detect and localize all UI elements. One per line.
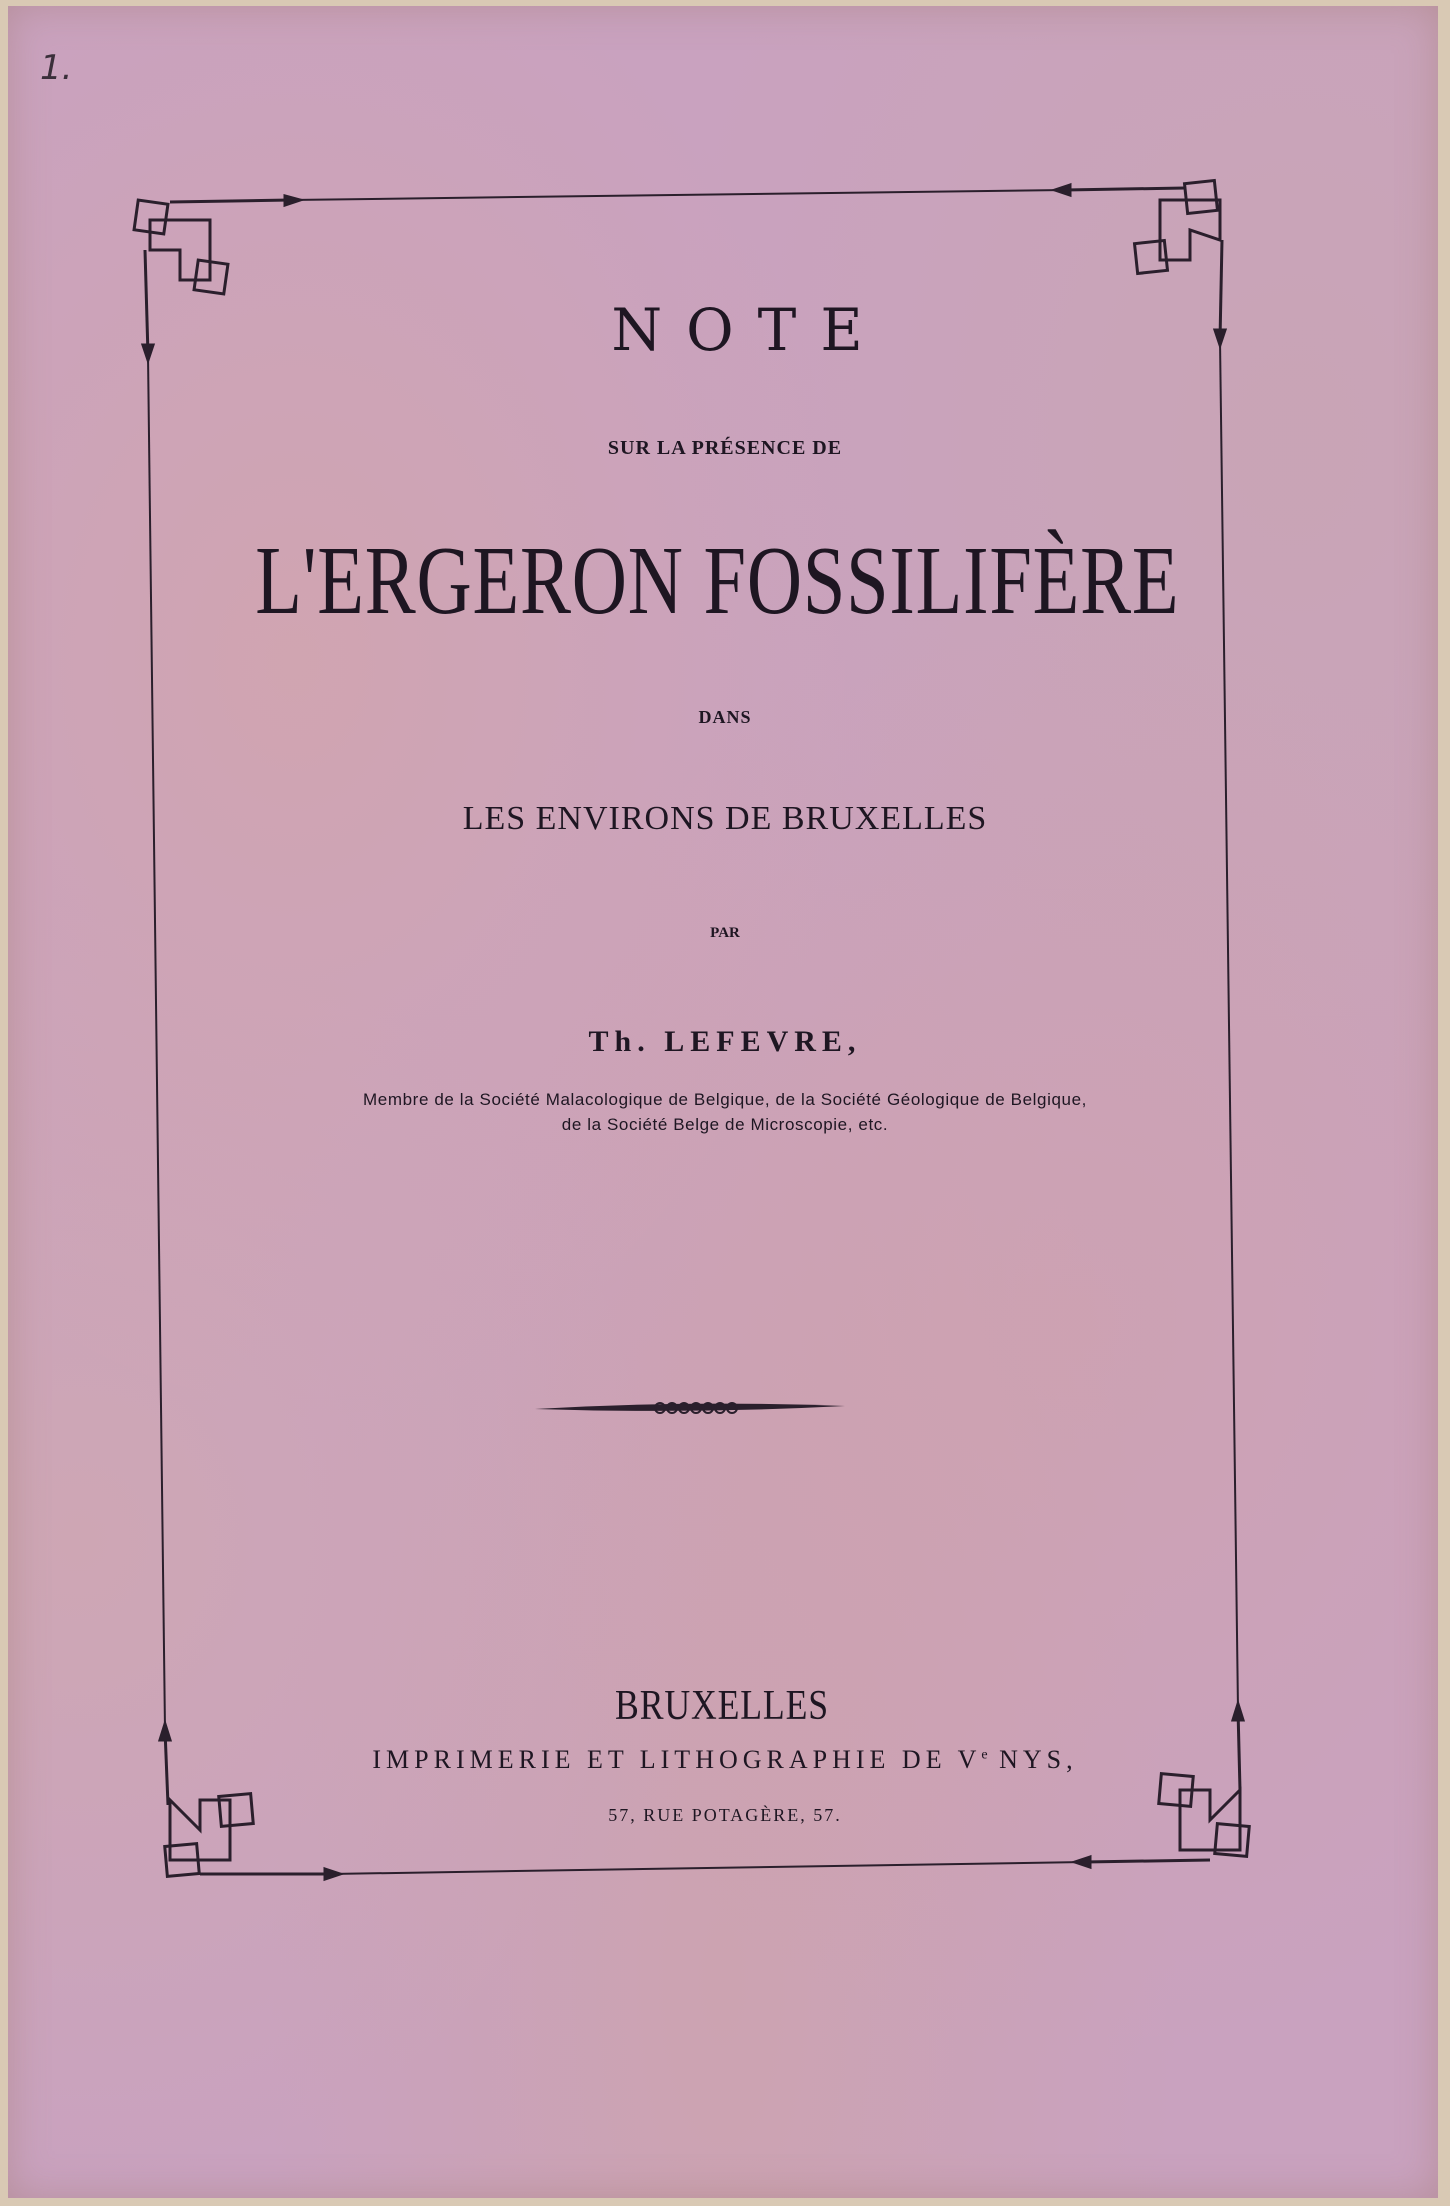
imprint-city: BRUXELLES	[615, 1683, 829, 1729]
imprint-printer-text: IMPRIMERIE ET LITHOGRAPHIE DE V	[372, 1745, 982, 1774]
ornamental-rule-icon	[535, 1403, 845, 1413]
author-affiliation-line-1: Membre de la Société Malacologique de Belgique, de la Société Géologique de Belgique,	[363, 1090, 1087, 1109]
subheading: SUR LA PRÉSENCE DE	[607, 437, 843, 459]
handwritten-page-number: 1.	[40, 48, 73, 88]
imprint-address: 57, RUE POTAGÈRE, 57.	[608, 1805, 842, 1825]
by-line: PAR	[710, 925, 740, 941]
author-name: Th. LEFEVRE,	[588, 1025, 862, 1058]
imprint-printer-superscript: e	[981, 1747, 988, 1763]
connector-word: DANS	[698, 707, 752, 727]
imprint-printer-end: NYS,	[987, 1745, 1078, 1774]
author-affiliation-line-2: de la Société Belge de Microscopie, etc.	[561, 1115, 889, 1134]
heading-note: NOTE	[611, 296, 887, 364]
document-title: L'ERGERON FOSSILIFÈRE	[255, 527, 1180, 635]
location-line: LES ENVIRONS DE BRUXELLES	[462, 800, 988, 837]
imprint-printer	[0, 1745, 1450, 1775]
